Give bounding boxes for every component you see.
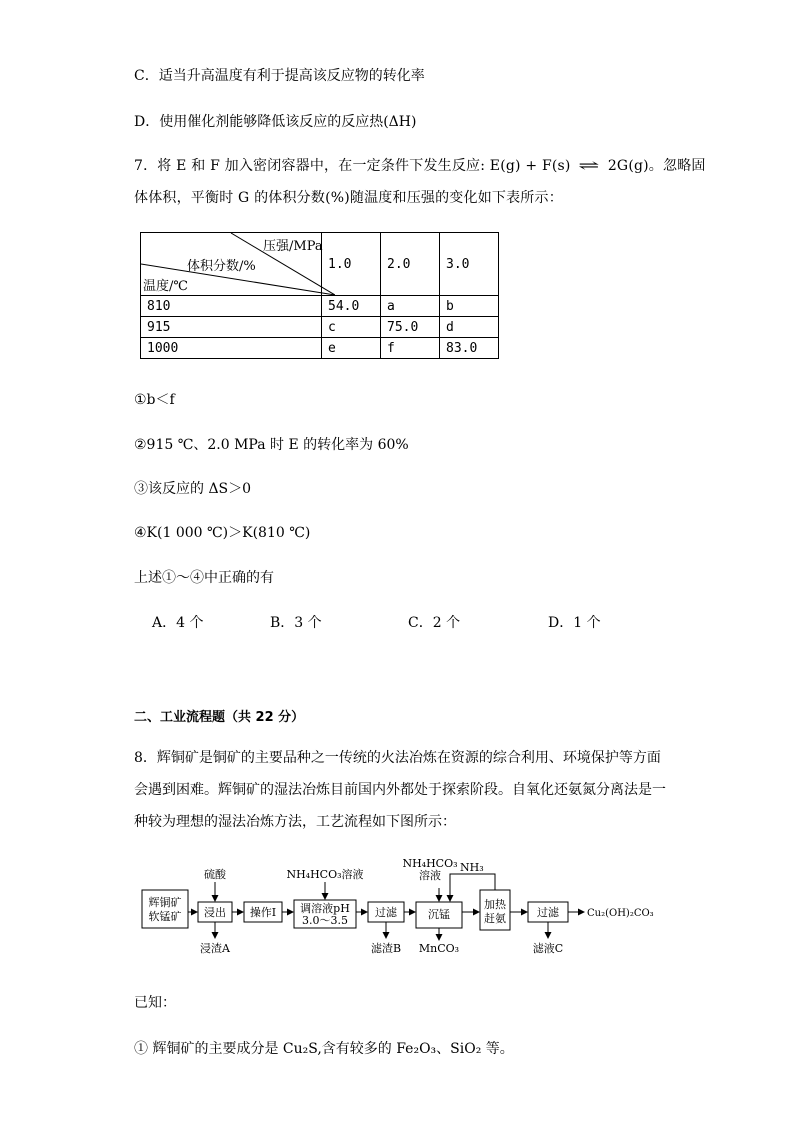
value-cell: 83.0 xyxy=(440,338,499,359)
value-cell: a xyxy=(381,296,440,317)
value-cell: b xyxy=(440,296,499,317)
residue-a-label: 浸渣A xyxy=(200,942,230,955)
heat-label-2: 赶氨 xyxy=(484,912,506,925)
header-fraction-label: 体积分数/% xyxy=(187,259,256,274)
leach-label: 浸出 xyxy=(204,906,226,919)
adjust-ph-label-1: 调溶液pH xyxy=(300,902,350,915)
answer-option-b: B．3 个 xyxy=(270,615,322,631)
header-pressure-label: 压强/MPa xyxy=(263,239,323,254)
table-header-corner xyxy=(141,233,322,296)
reagent-label-1: NH₄HCO₃ xyxy=(402,857,458,870)
reagent-label-2: 溶液 xyxy=(419,869,441,882)
question-7-prompt: 上述①～④中正确的有 xyxy=(134,570,274,586)
question-8-line-3: 种较为理想的湿法冶炼方法，工艺流程如下图所示： xyxy=(134,814,456,830)
process-flow-diagram xyxy=(138,852,668,964)
filter-2-label: 过滤 xyxy=(537,906,559,919)
temperature-cell: 915 xyxy=(141,317,322,338)
equilibrium-table xyxy=(140,232,499,359)
option-c: C．适当升高温度有利于提高该反应物的转化率 xyxy=(134,68,425,84)
pressure-header: 2.0 xyxy=(381,233,440,296)
residue-b-label: 滤渣B xyxy=(370,942,402,955)
question-8-line-2: 会遇到困难。辉铜矿的湿法冶炼目前国内外都处于探索阶段。自氧化还氨氮分离法是一 xyxy=(134,782,666,798)
question-7-line-1-prefix: 7．将 E 和 F 加入密闭容器中，在一定条件下发生反应: E(g) + F(s) xyxy=(134,158,571,174)
table-header-row xyxy=(141,233,499,296)
table-row xyxy=(141,296,499,317)
question-7-line-2: 体体积，平衡时 G 的体积分数(%)随温度和压强的变化如下表所示： xyxy=(134,190,563,206)
value-cell: 75.0 xyxy=(381,317,440,338)
table-row xyxy=(141,338,499,359)
temperature-cell: 810 xyxy=(141,296,322,317)
value-cell: c xyxy=(322,317,381,338)
heat-label-1: 加热 xyxy=(484,898,506,911)
header-temperature-label: 温度/℃ xyxy=(143,279,188,294)
pressure-header: 3.0 xyxy=(440,233,499,296)
mnco3-label: MnCO₃ xyxy=(418,942,460,955)
sulfuric-acid-label: 硫酸 xyxy=(204,868,226,881)
known-label: 已知： xyxy=(134,995,176,1011)
operation-1-label: 操作I xyxy=(249,906,277,919)
raw-ore-label-1: 辉铜矿 xyxy=(148,896,182,909)
adjust-ph-label-2: 3.0～3.5 xyxy=(302,914,348,927)
filtrate-c-label: 滤液C xyxy=(532,942,564,955)
option-d: D．使用催化剂能够降低该反应的反应热(ΔH) xyxy=(134,114,417,130)
question-7-line-1-suffix: 2G(g)。忽略固 xyxy=(607,158,706,174)
value-cell: 54.0 xyxy=(322,296,381,317)
answer-options xyxy=(152,612,612,632)
raw-ore-label-2: 软锰矿 xyxy=(148,910,182,923)
temperature-cell: 1000 xyxy=(141,338,322,359)
answer-option-d: D．1 个 xyxy=(548,615,601,631)
statement-2: ②915 ℃、2.0 MPa 时 E 的转化率为 60% xyxy=(134,437,409,453)
nh4hco3-solution-label: NH₄HCO₃溶液 xyxy=(286,868,364,881)
value-cell: e xyxy=(322,338,381,359)
pressure-header: 1.0 xyxy=(322,233,381,296)
answer-option-a: A．4 个 xyxy=(152,615,204,631)
statement-4: ④K(1 000 ℃)＞K(810 ℃) xyxy=(134,525,311,541)
filter-1-label: 过滤 xyxy=(375,906,397,919)
precipitate-mn-label: 沉锰 xyxy=(428,908,450,921)
question-8-line-1: 8．辉铜矿是铜矿的主要品种之一传统的火法冶炼在资源的综合利用、环境保护等方面 xyxy=(134,750,661,766)
statement-1: ①b＜f xyxy=(134,392,175,408)
value-cell: d xyxy=(440,317,499,338)
equilibrium-arrow: ⇌ xyxy=(578,158,600,174)
value-cell: f xyxy=(381,338,440,359)
question-7-line-1 xyxy=(134,156,706,176)
answer-option-c: C．2 个 xyxy=(408,615,461,631)
statement-3: ③该反应的 ΔS＞0 xyxy=(134,481,252,497)
section-title: 二、工业流程题（共 22 分） xyxy=(134,710,305,725)
product-label: Cu₂(OH)₂CO₃ xyxy=(587,908,654,919)
nh3-label: NH₃ xyxy=(460,861,484,874)
table-row xyxy=(141,317,499,338)
known-item-1: ① 辉铜矿的主要成分是 Cu₂S,含有较多的 Fe₂O₃、SiO₂ 等。 xyxy=(134,1041,514,1057)
